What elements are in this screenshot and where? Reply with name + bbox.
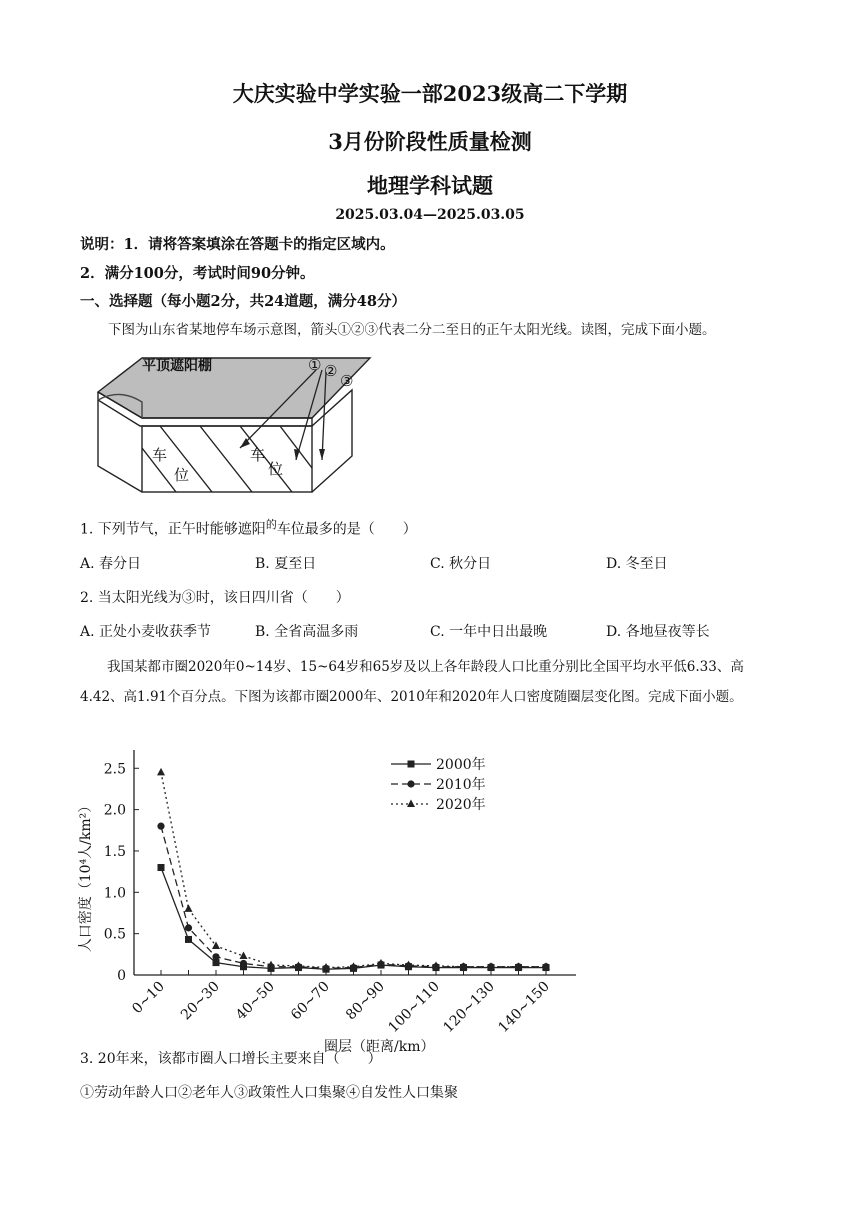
legend-label: 2020年 — [436, 797, 486, 813]
data-point-2020 — [157, 768, 165, 776]
x-tick-label: 60~70 — [288, 978, 333, 1024]
x-tick-label: 140~150 — [495, 978, 553, 1036]
exam-title-line2: 3月份阶段性质量检测 — [328, 129, 532, 154]
series-line-2020年 — [161, 772, 546, 967]
q2-option-a[interactable]: A. 正处小麦收获季节 — [80, 624, 212, 640]
legend-marker — [408, 761, 415, 768]
legend-marker — [407, 780, 414, 787]
roof-label: 平顶遮阳棚 — [142, 358, 212, 374]
legend-label: 2010年 — [436, 777, 486, 793]
x-tick-label: 120~130 — [440, 978, 498, 1036]
slot-label-b-char2: 位 — [268, 460, 284, 478]
arrow-label-3: ③ — [340, 372, 354, 390]
exam-date: 2025.03.04—2025.03.05 — [335, 207, 525, 223]
data-point-2000 — [185, 936, 192, 943]
q1-option-c[interactable]: C. 秋分日 — [430, 556, 492, 572]
instruction-1: 说明：1．请将答案填涂在答题卡的指定区域内。 — [80, 236, 395, 253]
y-axis-label: 人口密度（10⁴人/km²） — [78, 798, 94, 953]
x-tick-label: 20~30 — [178, 978, 223, 1024]
section-heading: 一、选择题（每小题2分，共24道题，满分48分） — [80, 293, 406, 310]
x-axis-label: 圈层（距离/km） — [324, 1039, 435, 1055]
intro-paragraph-2: 我国某都市圈2020年0~14岁、15~64岁和65岁及以上各年龄段人口比重分别比全国平均水平低6.33、高4.42、高1.91个百分点。下图为该都市圈2000年、2010年和2020年人口密度随圈层变化图。完成下面小题。 — [80, 659, 744, 705]
x-tick-label: 40~50 — [233, 978, 278, 1024]
intro-paragraph-1: 下图为山东省某地停车场示意图，箭头①②③代表二分二至日的正午太阳光线。读图，完成下面小题。 — [108, 322, 716, 338]
y-tick-label: 2.5 — [103, 761, 126, 778]
data-point-2010 — [185, 924, 192, 931]
data-point-2010 — [240, 960, 247, 967]
y-tick-label: 0 — [117, 968, 126, 984]
q1-option-d[interactable]: D. 冬至日 — [606, 556, 668, 572]
y-tick-label: 1.0 — [103, 885, 126, 902]
slot-label-a-char1: 车 — [152, 446, 168, 464]
arrow-label-2: ② — [324, 362, 338, 380]
q2-option-d[interactable]: D. 各地昼夜等长 — [606, 624, 710, 640]
y-tick-label: 2.0 — [103, 802, 126, 819]
y-tick-label: 1.5 — [103, 843, 126, 860]
question-1-stem-sup: 的 — [265, 518, 277, 531]
y-tick-label: 0.5 — [103, 926, 126, 943]
data-point-2010 — [212, 953, 219, 960]
x-tick-label: 80~90 — [343, 978, 388, 1024]
x-tick-label: 100~110 — [385, 978, 443, 1036]
arrow-label-1: ① — [308, 356, 322, 374]
population-density-chart — [76, 750, 576, 1055]
series-line-2000年 — [161, 868, 546, 970]
question-1-stem — [80, 516, 417, 539]
parking-lot-diagram — [90, 348, 380, 500]
instruction-2: 2．满分100分，考试时间90分钟。 — [80, 265, 315, 282]
legend-marker — [407, 800, 415, 808]
q1-option-b[interactable]: B. 夏至日 — [255, 556, 317, 572]
question-2-stem: 2. 当太阳光线为③时，该日四川省（ ） — [80, 590, 350, 606]
x-tick-label: 0~10 — [129, 978, 168, 1018]
data-point-2010 — [157, 823, 164, 830]
q2-option-c[interactable]: C. 一年中日出最晚 — [430, 624, 548, 640]
exam-title-line1: 大庆实验中学实验一部2023级高二下学期 — [232, 81, 628, 106]
exam-subject-title: 地理学科试题 — [367, 173, 493, 198]
data-point-2020 — [185, 904, 193, 912]
legend-label: 2000年 — [436, 757, 486, 773]
slot-label-a-char2: 位 — [174, 466, 190, 484]
q1-option-a[interactable]: A. 春分日 — [80, 556, 142, 572]
question-1-stem-part1: 1. 下列节气，正午时能够遮阳 — [80, 521, 266, 538]
q2-option-b[interactable]: B. 全省高温多雨 — [255, 624, 359, 640]
question-1-stem-part2: 车位最多的是（ ） — [276, 521, 417, 538]
question-3-stem: 3. 20年来，该都市圈人口增长主要来自（ ） — [80, 1051, 382, 1067]
slot-label-b-char1: 车 — [250, 446, 266, 464]
data-point-2000 — [158, 864, 165, 871]
question-3-options: ①劳动年龄人口②老年人③政策性人口集聚④自发性人口集聚 — [80, 1085, 458, 1101]
